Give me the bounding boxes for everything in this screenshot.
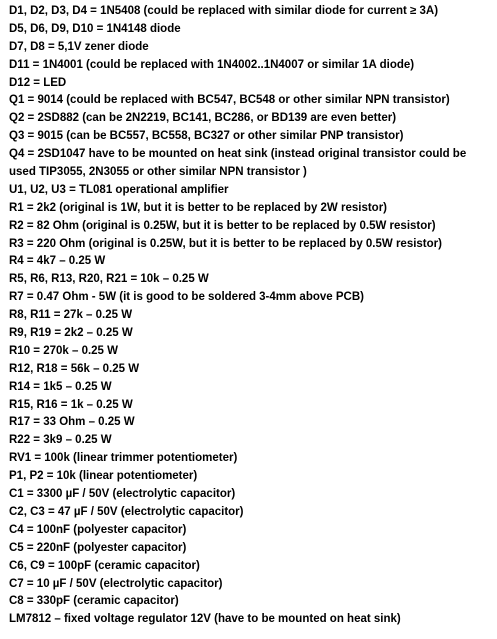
part-line-r7: R7 = 0.47 Ohm - 5W (it is good to be soldered 3-4mm above PCB) — [9, 291, 364, 304]
part-line-q3: Q3 = 9015 (can be BC557, BC558, BC327 or other similar PNP transistor) — [9, 130, 404, 143]
part-line-d11: D11 = 1N4001 (could be replaced with 1N4002..1N4007 or similar 1A diode) — [9, 58, 415, 71]
part-line-c5: C5 = 220nF (polyester capacitor) — [9, 541, 187, 554]
part-line-c4: C4 = 100nF (polyester capacitor) — [9, 523, 187, 536]
part-line-r8-r11: R8, R11 = 27k – 0.25 W — [9, 309, 133, 322]
part-line-r22: R22 = 3k9 – 0.25 W — [9, 434, 112, 447]
part-line-d5-d10: D5, D6, D9, D10 = 1N4148 diode — [9, 22, 181, 35]
part-line-c6-c9: C6, C9 = 100pF (ceramic capacitor) — [9, 559, 200, 572]
part-line-q1: Q1 = 9014 (could be replaced with BC547, BC548 or other similar NPN transistor) — [9, 94, 450, 107]
part-line-q2: Q2 = 2SD882 (can be 2N2219, BC141, BC286, or BD139 are even better) — [9, 112, 397, 125]
part-line-q4-continued: used TIP3055, 2N3055 or other similar NPN transistor ) — [9, 166, 307, 179]
part-line-r5-r21: R5, R6, R13, R20, R21 = 10k – 0.25 W — [9, 273, 209, 286]
part-line-r12-r18: R12, R18 = 56k – 0.25 W — [9, 362, 140, 375]
part-line-r10: R10 = 270k – 0.25 W — [9, 344, 119, 357]
part-line-d12: D12 = LED — [9, 76, 67, 89]
part-line-rv1: RV1 = 100k (linear trimmer potentiometer) — [9, 452, 238, 465]
part-line-d1-d4: D1, D2, D3, D4 = 1N5408 (could be replaced with similar diode for current ≥ 3A) — [9, 5, 439, 17]
part-line-r1: R1 = 2k2 (original is 1W, but it is better to be replaced by 2W resistor) — [9, 201, 388, 214]
part-line-c7: C7 = 10 µF / 50V (electrolytic capacitor) — [9, 577, 223, 590]
part-line-c8: C8 = 330pF (ceramic capacitor) — [9, 595, 179, 608]
part-line-q4: Q4 = 2SD1047 have to be mounted on heat sink (instead original transistor could be — [9, 148, 467, 161]
part-line-r2: R2 = 82 Ohm (original is 0.25W, but it is better to be replaced by 0.5W resistor) — [9, 219, 436, 232]
part-line-lm7812: LM7812 – fixed voltage regulator 12V (have to be mounted on heat sink) — [9, 613, 401, 626]
part-line-d7-d8: D7, D8 = 5,1V zener diode — [9, 40, 149, 53]
part-line-r14: R14 = 1k5 – 0.25 W — [9, 380, 112, 393]
part-line-r15-r16: R15, R16 = 1k – 0.25 W — [9, 398, 133, 411]
part-line-r9-r19: R9, R19 = 2k2 – 0.25 W — [9, 327, 133, 340]
part-line-r17: R17 = 33 Ohm – 0.25 W — [9, 416, 135, 429]
part-line-r4: R4 = 4k7 – 0.25 W — [9, 255, 106, 268]
part-line-p1-p2: P1, P2 = 10k (linear potentiometer) — [9, 470, 198, 483]
part-line-r3: R3 = 220 Ohm (original is 0.25W, but it is better to be replaced by 0.5W resistor) — [9, 237, 442, 250]
part-line-c1: C1 = 3300 µF / 50V (electrolytic capacitor) — [9, 488, 236, 501]
part-line-c2-c3: C2, C3 = 47 µF / 50V (electrolytic capacitor) — [9, 505, 244, 518]
part-line-u1-u3: U1, U2, U3 = TL081 operational amplifier — [9, 183, 229, 196]
